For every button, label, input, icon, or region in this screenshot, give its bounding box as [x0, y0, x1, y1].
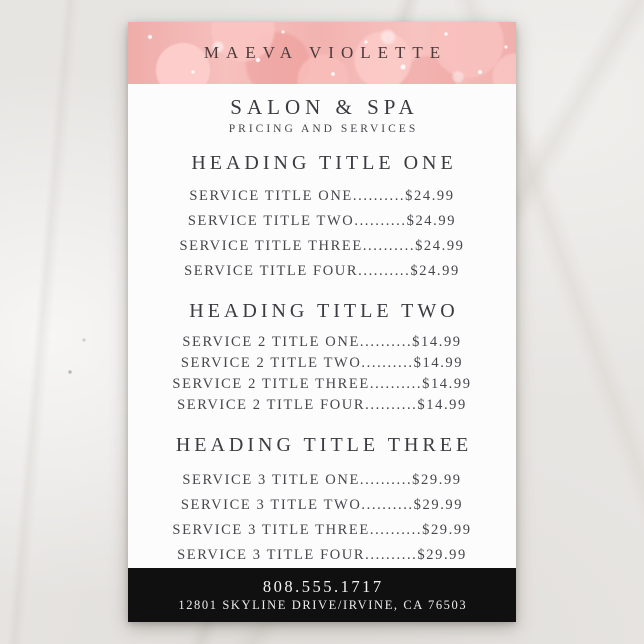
- phone-number: 808.555.1717: [262, 577, 384, 596]
- dot-leader: ..........: [358, 263, 411, 279]
- service-price: $14.99: [422, 376, 472, 392]
- service-name: SERVICE 3 TITLE FOUR: [177, 547, 366, 563]
- service-price: $29.99: [413, 497, 464, 513]
- dot-leader: ..........: [369, 376, 423, 392]
- bokeh-banner: [128, 22, 516, 84]
- service-price: $14.99: [412, 334, 462, 350]
- service-name: SERVICE 2 TITLE ONE: [182, 334, 360, 350]
- service-name: SERVICE TITLE THREE: [179, 238, 363, 254]
- dot-leader: ..........: [361, 355, 414, 371]
- service-item: [128, 468, 516, 493]
- service-list: [128, 184, 516, 284]
- service-name: SERVICE 3 TITLE ONE: [182, 472, 360, 488]
- service-price: $14.99: [417, 397, 467, 413]
- service-item: [128, 374, 516, 395]
- service-item: [128, 234, 516, 259]
- service-price: $24.99: [406, 213, 457, 229]
- service-price: $29.99: [412, 472, 462, 488]
- dot-leader: ..........: [359, 472, 413, 488]
- service-name: SERVICE TITLE FOUR: [184, 263, 359, 279]
- section-three: [128, 432, 516, 568]
- service-name: SERVICE 2 TITLE THREE: [172, 376, 370, 392]
- service-item: [128, 259, 516, 284]
- section-heading: HEADING TITLE TWO: [189, 300, 459, 322]
- service-item: [128, 332, 516, 353]
- section-heading: HEADING TITLE ONE: [191, 152, 457, 174]
- service-list: [128, 468, 516, 568]
- dot-leader: ..........: [361, 497, 414, 513]
- service-item: [128, 209, 516, 234]
- service-name: SERVICE 2 TITLE FOUR: [177, 397, 366, 413]
- service-price: $29.99: [422, 522, 472, 538]
- service-item: [128, 493, 516, 518]
- pricing-subtitle: PRICING AND SERVICES: [228, 123, 419, 135]
- flyer-content: [128, 95, 516, 568]
- service-name: SERVICE 3 TITLE TWO: [180, 497, 362, 513]
- service-item: [128, 395, 516, 416]
- dot-leader: ..........: [369, 522, 423, 538]
- contact-footer: [128, 568, 516, 622]
- service-list: [128, 332, 516, 416]
- service-item: [128, 353, 516, 374]
- service-name: SERVICE TITLE TWO: [187, 213, 355, 229]
- service-item: [128, 184, 516, 209]
- service-price: $24.99: [410, 263, 460, 279]
- service-price: $24.99: [405, 188, 455, 204]
- service-name: SERVICE 2 TITLE TWO: [180, 355, 362, 371]
- service-name: SERVICE 3 TITLE THREE: [172, 522, 370, 538]
- service-item: [128, 518, 516, 543]
- business-name: MAEVA VIOLETTE: [203, 43, 448, 62]
- dot-leader: ..........: [365, 547, 418, 563]
- dot-leader: ..........: [359, 334, 413, 350]
- section-two: [128, 298, 516, 416]
- service-name: SERVICE TITLE ONE: [189, 188, 353, 204]
- service-price: $14.99: [413, 355, 464, 371]
- service-price: $29.99: [417, 547, 467, 563]
- dot-leader: ..........: [352, 188, 406, 204]
- dot-leader: ..........: [365, 397, 418, 413]
- dot-leader: ..........: [354, 213, 407, 229]
- section-heading: HEADING TITLE THREE: [175, 434, 473, 456]
- street-address: 12801 SKYLINE DRIVE/IRVINE, CA 76503: [178, 598, 468, 612]
- service-item: [128, 543, 516, 568]
- service-price: $24.99: [415, 238, 465, 254]
- salon-title: SALON & SPA: [230, 95, 419, 119]
- dot-leader: ..........: [362, 238, 416, 254]
- section-one: [128, 150, 516, 284]
- pricing-flyer: [128, 22, 516, 622]
